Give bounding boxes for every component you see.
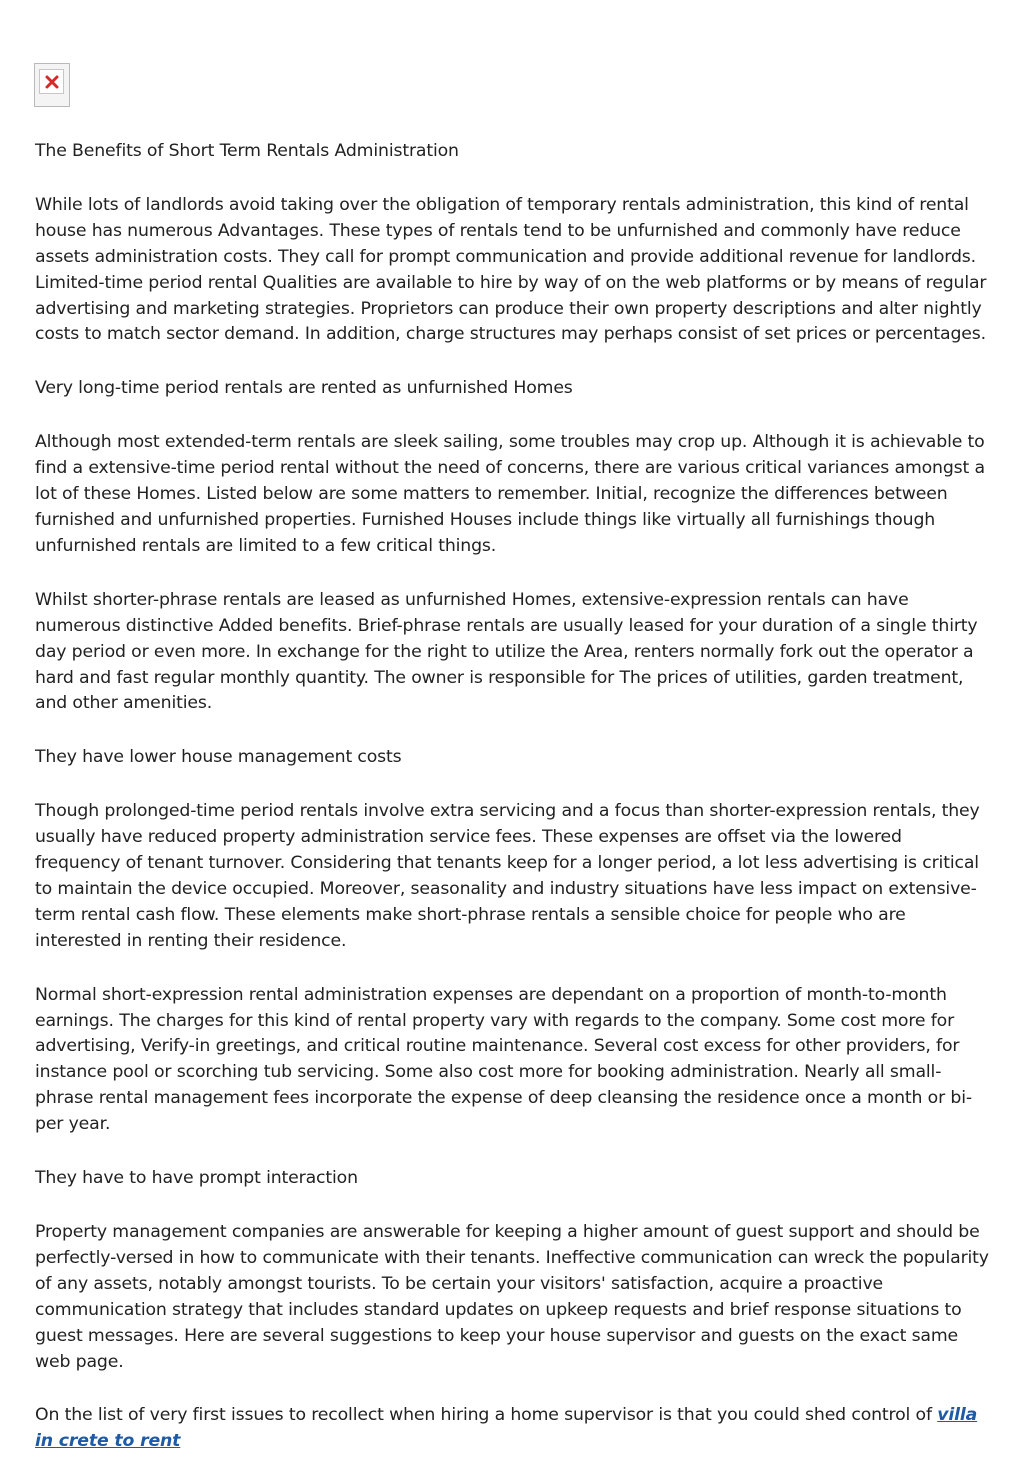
article-body: [35, 139, 990, 1483]
villa-link[interactable]: villa in crete to rent: [35, 1405, 978, 1452]
paragraph-text: On the list of very first issues to recollect when hiring a home supervisor is that you could shed control of: [35, 1405, 932, 1426]
paragraph-with-link: [35, 1403, 990, 1455]
section-heading: They have lower house management costs: [35, 747, 402, 768]
close-icon: [44, 74, 60, 90]
section-heading: Very long-time period rentals are rented as unfurnished Homes: [35, 378, 573, 399]
paragraph: While lots of landlords avoid taking over the obligation of temporary rentals administration, this kind of rental house has numerous Advantages. These types of rentals tend to be unfurnished and commonly have reduce assets administration costs. They call for prompt communication and provide additional revenue for landlords. Limited-time period rental Qualities are available to hire by way of on the web platforms or by means of regular advertising and marketing strategies. Proprietors can produce their own property descriptions and alter nightly costs to match sector demand. In addition, charge structures may perhaps consist of set prices or percentages.: [35, 194, 987, 345]
section-heading: They have to have prompt interaction: [35, 1168, 358, 1189]
paragraph: Normal short-expression rental administration expenses are dependant on a proportion of month-to-month earnings. The charges for this kind of rental property vary with regards to the company. Some cost more for advertising, Verify-in greetings, and critical routine maintenance. Several cost excess for other providers, for instance pool or scorching tub servicing. Some also cost more for booking administration. Nearly all small-phrase rental management fees incorporate the expense of deep cleansing the residence once a month or bi-per year.: [35, 984, 972, 1135]
article-title: The Benefits of Short Term Rentals Administration: [35, 141, 459, 161]
broken-image-frame: [39, 69, 64, 94]
paragraph: Although most extended-term rentals are sleek sailing, some troubles may crop up. Although it is achievable to find a extensive-time period rental without the need of concerns, there are various critical variances amongst a lot of these Homes. Listed below are some matters to remember. Initial, recognize the differences between furnished and unfurnished properties. Furnished Houses include things like virtually all furnishings though unfurnished rentals are limited to a few critical things.: [35, 432, 985, 556]
broken-image-icon: [34, 63, 70, 107]
paragraph: Though prolonged-time period rentals involve extra servicing and a focus than shorter-expression rentals, they usually have reduced property administration service fees. These expenses are offset via the lowered frequency of tenant turnover. Considering that tenants keep for a longer period, a lot less advertising is critical to maintain the device occupied. Moreover, seasonality and industry situations have less impact on extensive-term rental cash flow. These elements make short-phrase rentals a sensible choice for people who are interested in renting their residence.: [35, 801, 980, 951]
paragraph: Property management companies are answerable for keeping a higher amount of guest support and should be perfectly-versed in how to communicate with their tenants. Ineffective communication can wreck the popularity of any assets, notably amongst tourists. To be certain your visitors' satisfaction, acquire a proactive communication strategy that includes standard updates on upkeep requests and brief response situations to guest messages. Here are several suggestions to keep your house supervisor and guests on the exact same web page.: [35, 1222, 989, 1372]
paragraph: Whilst shorter-phrase rentals are leased as unfurnished Homes, extensive-expression rentals can have numerous distinctive Added benefits. Brief-phrase rentals are usually leased for your duration of a single thirty day period or even more. In exchange for the right to utilize the Area, renters normally fork out the operator a hard and fast regular monthly quantity. The owner is responsible for The prices of utilities, garden treatment, and other amenities.: [35, 589, 978, 714]
